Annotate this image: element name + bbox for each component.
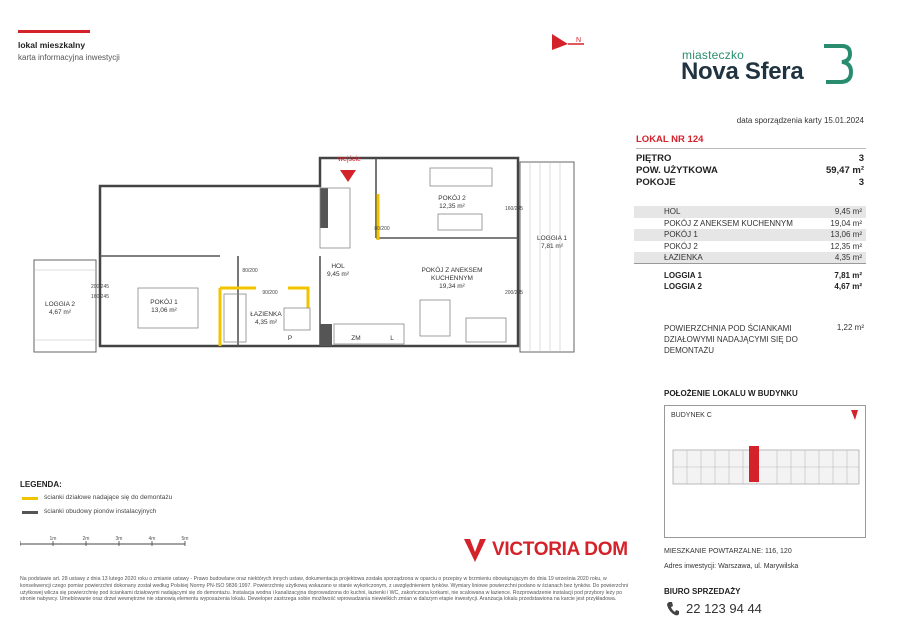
scale-tick: 5m: [181, 536, 189, 542]
unit-highlight: [749, 446, 759, 482]
room-area-pokoj1: 13,06 m²: [151, 307, 177, 314]
unit-type: lokal mieszkalny: [18, 40, 86, 50]
window-dim: 160/245: [90, 294, 110, 300]
room-label: HOL: [664, 207, 681, 216]
sales-phone[interactable]: 22 123 94 44: [686, 601, 762, 616]
victoria-dom-logo-icon: [462, 536, 488, 564]
legal-footnote: Na podstawie art. 28 ustawy z dnia 13 lutego 2020 roku o zmianie ustawy - Prawo budowlane oraz niektórych innych ustaw, dokumentacja projektowa została sporządzona w oparciu o przepisy w brzmieniu obowiązującym do dnia 19 września 2020 roku, w konsekwencji czego pomiar powierzchni dokonany został według Polskiej Normy PN-ISO 9836:1997. Powierzchnię użytkową wskazano w stanie wykończonym, z uwzględnieniem tynków. Wymiary liniowe powierzchni podano w ścianach bez tynków. Do powierzchni użytkowej wlicza się powierzchnię pod ściankami działowymi nadającymi się do demontażu. Instalacja wodna i kanalizacyjna doprowadzona do kuchni, łazienki i WC, zakończona korkami, nie scalowana w łazience. Rozprowadzenie instalacji pod przybory leży po stronie nabywcy. Umeblowanie oraz drzwi wewnętrzne nie stanowią elementu wyposażenia lokalu. Deweloper zastrzega sobie możliwość wprowadzania niewielkich zmian w dalszym etapie inwestycji. Aranżacja lokalu przedstawiona na karcie jest przykładowa.: [20, 576, 629, 603]
summary-value: 3: [858, 177, 864, 188]
summary-label: POW. UŻYTKOWA: [636, 165, 718, 176]
demolition-label: POWIERZCHNIA POD ŚCIANKAMI DZIAŁOWYMI NADAJĄCYMI SIĘ DO DEMONTAŻU: [664, 324, 798, 355]
legend-swatch-shaft: [22, 511, 38, 514]
room-value: 19,04 m²: [830, 218, 862, 228]
phone-icon: [666, 601, 680, 617]
summary-label: PIĘTRO: [636, 153, 672, 164]
building-position-map: [664, 405, 866, 538]
room-row: [634, 252, 866, 264]
loggia-value: 7,81 m²: [834, 270, 862, 280]
door-dim: 90/200: [262, 290, 278, 296]
room-label-pokoj2: POKÓJ 2: [438, 195, 466, 202]
entrance-label: wejście: [338, 156, 361, 163]
label-p: P: [287, 335, 293, 342]
room-label: POKÓJ 1: [664, 230, 698, 239]
similar-units: MIESZKANIE POWTARZALNE: 116, 120: [664, 548, 792, 555]
room-area-hol: 9,45 m²: [326, 271, 350, 278]
shaft: [320, 188, 328, 228]
brand-mark-icon: [816, 40, 856, 86]
entrance-arrow-icon: [340, 170, 356, 182]
door-dim: 80/200: [374, 226, 390, 232]
room-label: ŁAZIENKA: [664, 253, 703, 262]
label-zm: ZM: [351, 335, 361, 342]
legend-title: LEGENDA:: [20, 480, 62, 489]
room-label-lazienka: ŁAZIENKA: [250, 311, 282, 318]
loggia-row: [634, 281, 866, 293]
room-label-loggia1: LOGGIA 1: [537, 235, 567, 242]
room-area-loggia1: 7,81 m²: [540, 243, 564, 250]
summary-value: 3: [858, 153, 864, 164]
label-l: L: [390, 335, 394, 342]
room-label: POKÓJ Z ANEKSEM KUCHENNYM: [664, 218, 793, 228]
card-subtitle: karta informacyjna inwestycji: [18, 53, 120, 62]
position-title: POŁOŻENIE LOKALU W BUDYNKU: [664, 389, 798, 398]
investment-address: Adres inwestycji: Warszawa, ul. Marywilska: [664, 563, 799, 570]
loggia-row: [634, 270, 866, 282]
summary-label: POKOJE: [636, 177, 676, 188]
summary-rooms: [636, 177, 866, 188]
summary-area: [636, 165, 866, 176]
demolition-value: 1,22 m²: [836, 323, 864, 332]
building-name: BUDYNEK C: [671, 412, 712, 419]
room-label: POKÓJ 2: [664, 241, 698, 251]
north-arrow-icon: [548, 32, 588, 52]
scale-tick: 2m: [82, 536, 90, 542]
room-area-lazienka: 4,35 m²: [254, 319, 278, 326]
divider: [636, 148, 866, 149]
window-dim: 200/245: [504, 290, 524, 296]
sales-office-title: BIURO SPRZEDAŻY: [664, 587, 741, 596]
building-floorplan: [665, 406, 865, 537]
room-row: [634, 206, 866, 218]
scale-tick: 1m: [49, 536, 57, 542]
room-area-pokoj2: 12,35 m²: [439, 203, 465, 210]
room-label-aneks: POKÓJ Z ANEKSEM: [421, 267, 483, 274]
window-dim: 200/245: [90, 284, 110, 290]
scale-tick: 3m: [115, 536, 123, 542]
developer-logo: VICTORIA DOM: [492, 539, 628, 560]
window-dim: 160/245: [504, 206, 524, 212]
door-dim: 80/200: [242, 268, 258, 274]
legend-item-demolishable: ścianki działowe nadające się do demontażu: [44, 494, 173, 501]
brand-small: miasteczko: [682, 48, 745, 62]
loggia-value: 4,67 m²: [834, 282, 862, 291]
svg-text:N: N: [576, 37, 582, 44]
legend-item-shaft: ścianki obudowy pionów instalacyjnych: [44, 508, 157, 515]
room-area-aneks: 19,34 m²: [439, 283, 465, 290]
room-label-aneks-2: KUCHENNYM: [431, 275, 473, 282]
loggia-label: LOGGIA 2: [664, 282, 702, 291]
room-value: 12,35 m²: [830, 241, 862, 251]
scale-bar: [20, 535, 200, 547]
loggia-label: LOGGIA 1: [664, 270, 702, 280]
legend-swatch-demolishable: [22, 497, 38, 500]
room-row: [634, 218, 866, 230]
room-row: [634, 241, 866, 253]
floor-plan: [20, 148, 620, 368]
room-value: 13,06 m²: [830, 230, 862, 239]
room-label-loggia2: LOGGIA 2: [45, 301, 75, 308]
brand-logo: Nova Sfera: [681, 58, 804, 85]
header-rule: [18, 30, 90, 33]
summary-floor: [636, 153, 866, 164]
loggia-1: [520, 162, 574, 352]
room-value: 9,45 m²: [834, 207, 862, 216]
scale-tick: 4m: [148, 536, 156, 542]
unit-number: LOKAL NR 124: [636, 134, 704, 145]
room-area-loggia2: 4,67 m²: [48, 309, 72, 316]
room-table: [634, 206, 866, 293]
room-row: [634, 229, 866, 241]
shaft: [320, 324, 332, 346]
room-label-hol: HOL: [331, 263, 345, 270]
room-label-pokoj1: POKÓJ 1: [150, 299, 178, 306]
room-value: 4,35 m²: [834, 253, 862, 262]
summary-value: 59,47 m²: [825, 165, 864, 176]
card-date: data sporządzenia karty 15.01.2024: [736, 116, 864, 125]
